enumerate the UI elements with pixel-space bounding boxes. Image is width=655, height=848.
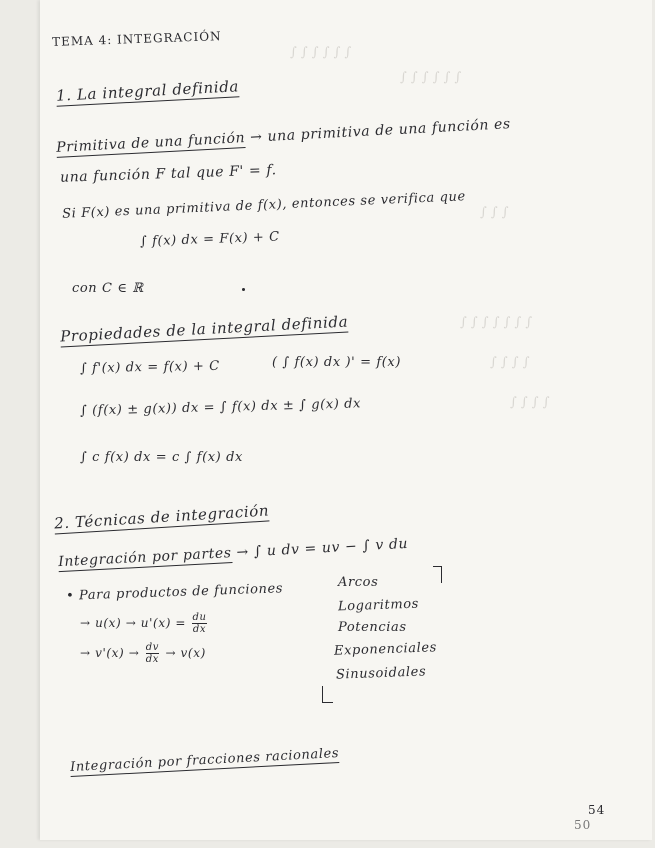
bleed-through-mark: ∫ ∫ ∫ ∫ ∫ ∫: [290, 45, 352, 60]
dv-dx-fraction: [146, 642, 159, 665]
du-numerator: du: [192, 612, 207, 623]
constant-note: con C ∈ ℝ: [72, 281, 144, 296]
properties-heading-text: Propiedades de la integral definida: [59, 312, 349, 346]
u-derivative-line: [80, 612, 209, 635]
priority-item: Potencias: [338, 620, 407, 635]
priority-item: Arcos: [338, 575, 379, 590]
parts-usage: • Para productos de funciones: [65, 581, 284, 604]
dv-numerator: dv: [145, 642, 160, 653]
section-1-heading-text: 1. La integral definida: [55, 77, 240, 105]
property-constant: ∫ c f(x) dx = c ∫ f(x) dx: [80, 450, 243, 465]
parts-formula: → ∫ u dv = uv − ∫ v du: [236, 535, 409, 561]
v-line-right: → v(x): [165, 646, 206, 660]
rational-line: [70, 746, 340, 775]
section-1-heading: [56, 77, 240, 105]
property-sum: ∫ (f(x) ± g(x)) dx = ∫ f(x) dx ± ∫ g(x) dx: [79, 396, 362, 419]
v-line-left: → v'(x) →: [80, 646, 140, 660]
property-derivative: ∫ f'(x) dx = f(x) + C: [79, 358, 220, 377]
page-number: 54: [588, 803, 606, 817]
notebook-page: [40, 0, 652, 840]
section-2-heading-text: 2. Técnicas de integración: [53, 501, 270, 533]
bracket-bottom-left: [322, 686, 333, 703]
bracket-top-right: [433, 566, 442, 583]
page-number-old: 50: [574, 818, 592, 832]
page-title: TEMA 4: INTEGRACIÓN: [51, 29, 222, 49]
dx-denominator: dx: [145, 654, 160, 665]
section-2-heading: [54, 501, 270, 532]
ink-dot: [242, 288, 245, 291]
property-inverse: ( ∫ f(x) dx )' = f(x): [272, 355, 402, 370]
dx-denominator: dx: [192, 624, 207, 635]
parts-line: [58, 536, 409, 570]
priority-item: Exponenciales: [333, 640, 438, 659]
bleed-through-mark: ∫ ∫ ∫: [480, 205, 509, 220]
primitive-statement: Si F(x) es una primitiva de f(x), entonces se verifica que: [61, 189, 467, 222]
rational-term: Integración por fracciones racionales: [69, 745, 340, 776]
bleed-through-mark: ∫ ∫ ∫ ∫: [510, 395, 550, 410]
bleed-through-mark: ∫ ∫ ∫ ∫ ∫ ∫: [400, 70, 462, 85]
primitive-definition-line: [56, 116, 511, 156]
bleed-through-mark: ∫ ∫ ∫ ∫: [490, 355, 530, 370]
primitive-formula: ∫ f(x) dx = F(x) + C: [139, 229, 280, 250]
primitive-definition-cont: una función F tal que F' = f.: [59, 162, 277, 186]
primitive-definition: → una primitiva de una función es: [249, 116, 512, 146]
parts-term: Integración por partes: [57, 545, 232, 571]
u-line-left: → u(x) → u'(x) =: [80, 616, 187, 630]
bleed-through-mark: ∫ ∫ ∫ ∫ ∫ ∫ ∫: [460, 315, 533, 330]
priority-item: Logaritmos: [337, 596, 420, 615]
v-derivative-line: [80, 642, 206, 665]
properties-heading: [60, 312, 349, 345]
priority-item: Sinusoidales: [335, 664, 427, 683]
du-dx-fraction: [192, 612, 206, 635]
primitive-term: Primitiva de una función: [55, 130, 246, 156]
